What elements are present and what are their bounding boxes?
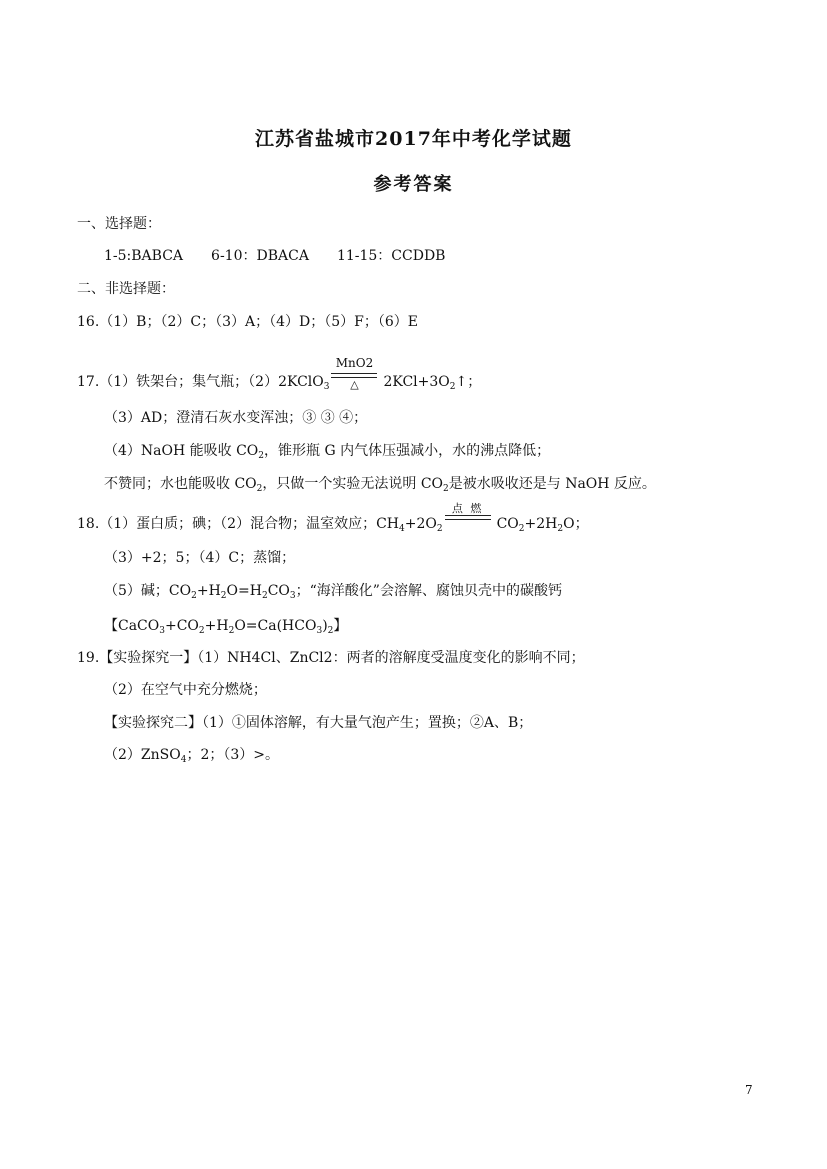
mc-answers-6-10: 6-10：DBACA: [211, 248, 309, 264]
mc-answers: [104, 247, 445, 265]
page-number: 7: [745, 1083, 753, 1097]
q18-line-4: 【$CaCO_3+CO_2+H_2O=Ca(HCO_3)_2$】: [104, 618, 348, 636]
q19-line-4: （2）ZnSO$_4$；2；（3）>。: [104, 747, 280, 765]
mc-answers-1-5: 1-5:BABCA: [104, 248, 184, 264]
q17-line-4: 不赞同；水也能吸收 $CO_2$，只做一个实验无法说明 $CO_2$是被水吸收还是与 NaOH 反应。: [104, 476, 656, 494]
q18-line-2: （3）+2；5；（4）C；蒸馏；: [104, 550, 296, 566]
document-title: 江苏省盐城市2017年中考化学试题: [255, 128, 572, 150]
section-1-heading: 一、选择题：: [77, 216, 161, 232]
q19-line-2: （2）在空气中充分燃烧；: [104, 682, 267, 698]
q19-line-3: 【实验探究二】（1）①固体溶解，有大量气泡产生；置换；②A、B；: [104, 715, 533, 731]
catalyst-label: MnO2: [335, 356, 374, 370]
reaction-condition: [331, 356, 377, 391]
q18-line-1: 18.（1）蛋白质；碘；（2）混合物；温室效应；$CH_4+2O_2$ 点 燃 $CO_2+2H_2O$；: [77, 502, 589, 534]
q17-line-1: 17.（1）铁架台；集气瓶；（2）2KClO$_3$ MnO2 △ $2KCl+3O_2↑$；: [77, 356, 482, 392]
q18-line-3: （5）碱；$CO_2+H_2O=H_2CO_3$；“海洋酸化”会溶解、腐蚀贝壳中的碳酸钙: [104, 583, 562, 601]
q17-line-3: （4）NaOH 能吸收 $CO_2$，锥形瓶 G 内气体压强减小，水的沸点降低；: [104, 443, 551, 461]
q17-line-2: （3）AD；澄清石灰水变浑浊；③ ③ ④；: [104, 410, 368, 426]
document-subtitle: 参考答案: [373, 174, 454, 195]
q19-line-1: 19.【实验探究一】（1）NH4Cl、ZnCl2：两者的溶解度受温度变化的影响不同；: [77, 650, 585, 666]
mc-answers-11-15: 11-15：CCDDB: [336, 248, 446, 264]
q16-answer: 16.（1）B；（2）C；（3）A；（4）D；（5）F；（6）E: [77, 314, 418, 330]
heat-symbol: △: [350, 378, 359, 391]
ignition-condition: 点 燃: [445, 515, 491, 533]
section-2-heading: 二、非选择题：: [77, 281, 175, 297]
